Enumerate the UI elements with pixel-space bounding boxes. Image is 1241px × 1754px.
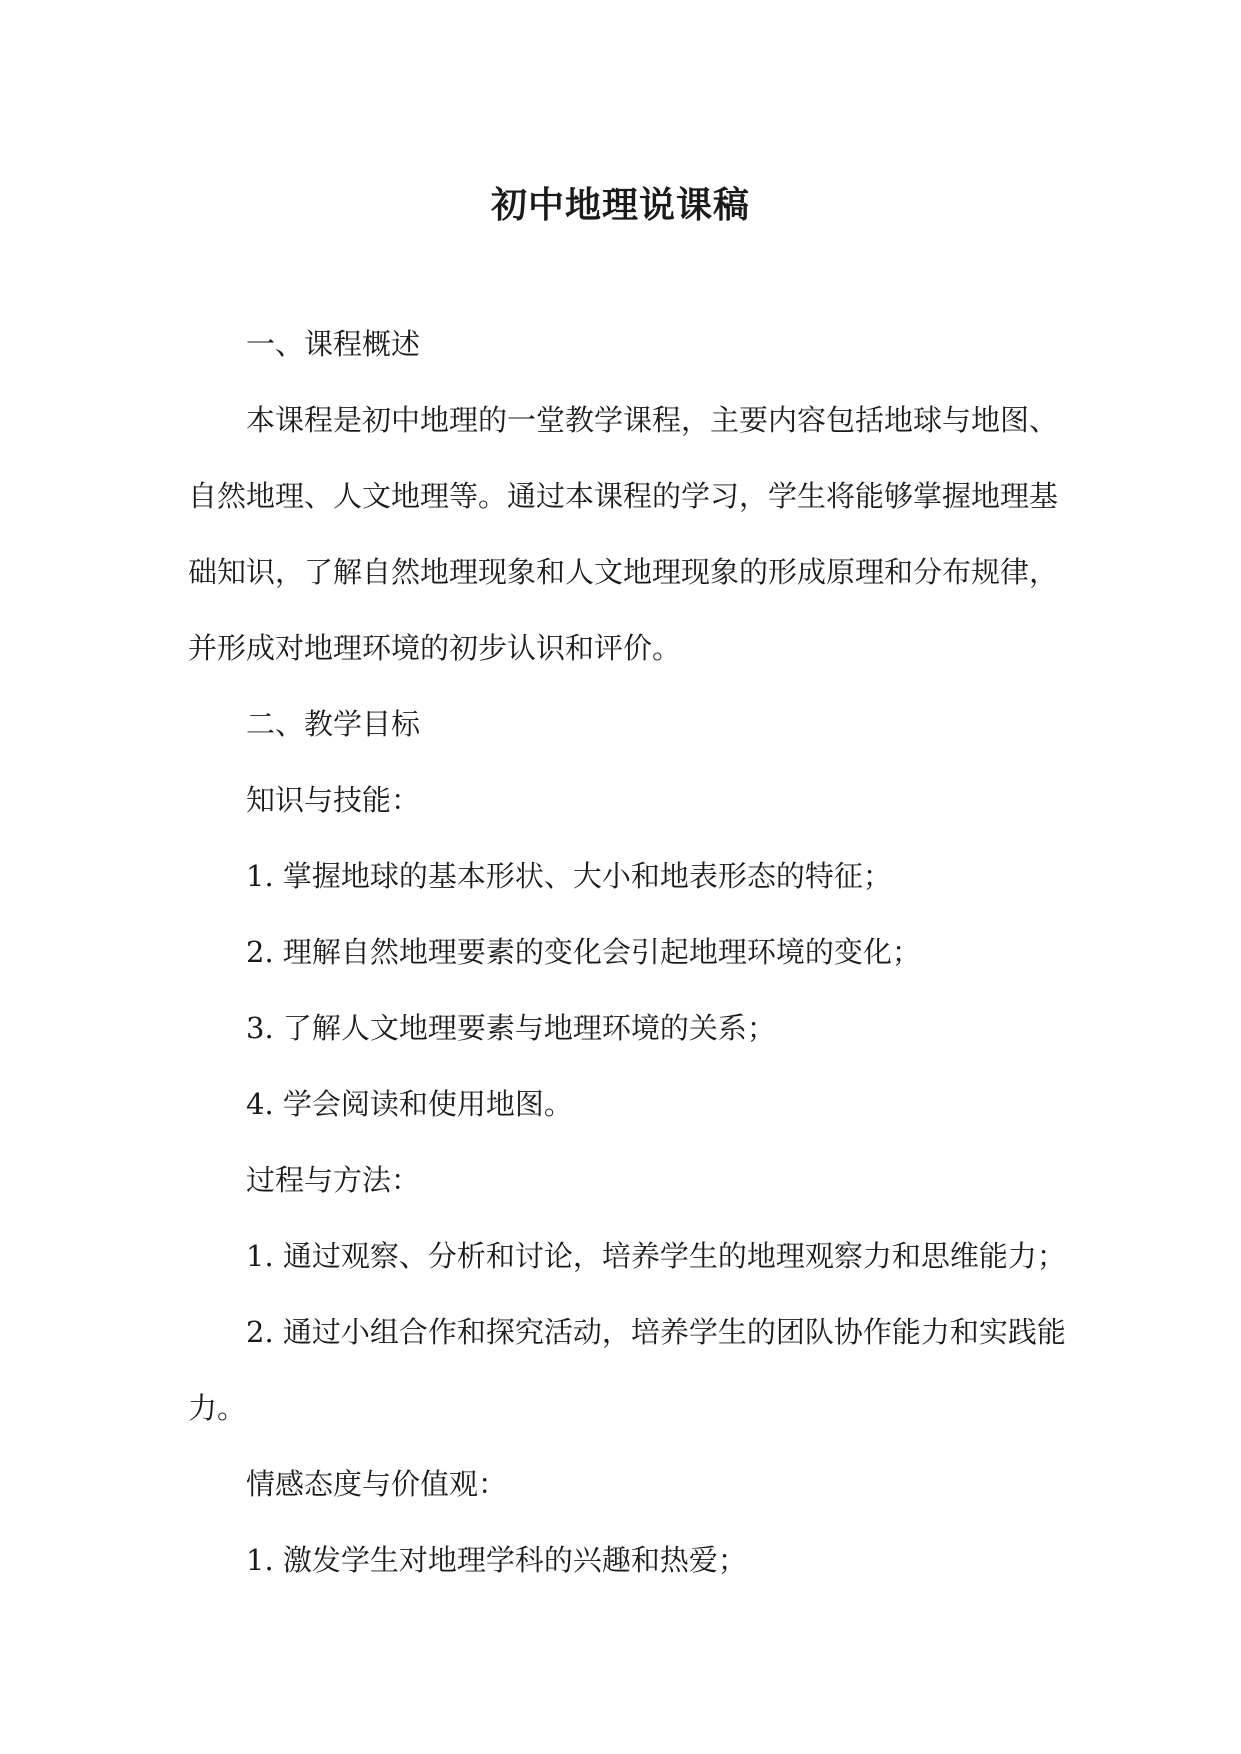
list-item: 3. 了解人文地理要素与地理环境的关系； <box>246 1011 776 1045</box>
subheading-process-methods: 过程与方法： <box>246 1163 421 1197</box>
document-body <box>188 306 1068 1598</box>
section-heading-overview: 一、课程概述 <box>246 327 421 361</box>
list-item: 1. 激发学生对地理学科的兴趣和热爱； <box>246 1543 747 1577</box>
section-heading-objectives: 二、教学目标 <box>246 707 421 741</box>
list-item: 1. 掌握地球的基本形状、大小和地表形态的特征； <box>246 859 892 893</box>
subheading-knowledge-skills: 知识与技能： <box>246 783 421 817</box>
list-item: 1. 通过观察、分析和讨论，培养学生的地理观察力和思维能力； <box>246 1239 1066 1273</box>
overview-paragraph: 本课程是初中地理的一堂教学课程，主要内容包括地球与地图、自然地理、人文地理等。通过本课程的学习，学生将能够掌握地理基础知识，了解自然地理现象和人文地理现象的形成原理和分布规律，并形成对地理环境的初步认识和评价。 <box>188 403 1059 665</box>
list-item: 2. 通过小组合作和探究活动，培养学生的团队协作能力和实践能力。 <box>188 1315 1066 1425</box>
subheading-attitudes-values: 情感态度与价值观： <box>246 1467 508 1501</box>
list-item: 4. 学会阅读和使用地图。 <box>246 1087 573 1121</box>
list-item: 2. 理解自然地理要素的变化会引起地理环境的变化； <box>246 935 921 969</box>
document-title: 初中地理说课稿 <box>490 185 750 226</box>
